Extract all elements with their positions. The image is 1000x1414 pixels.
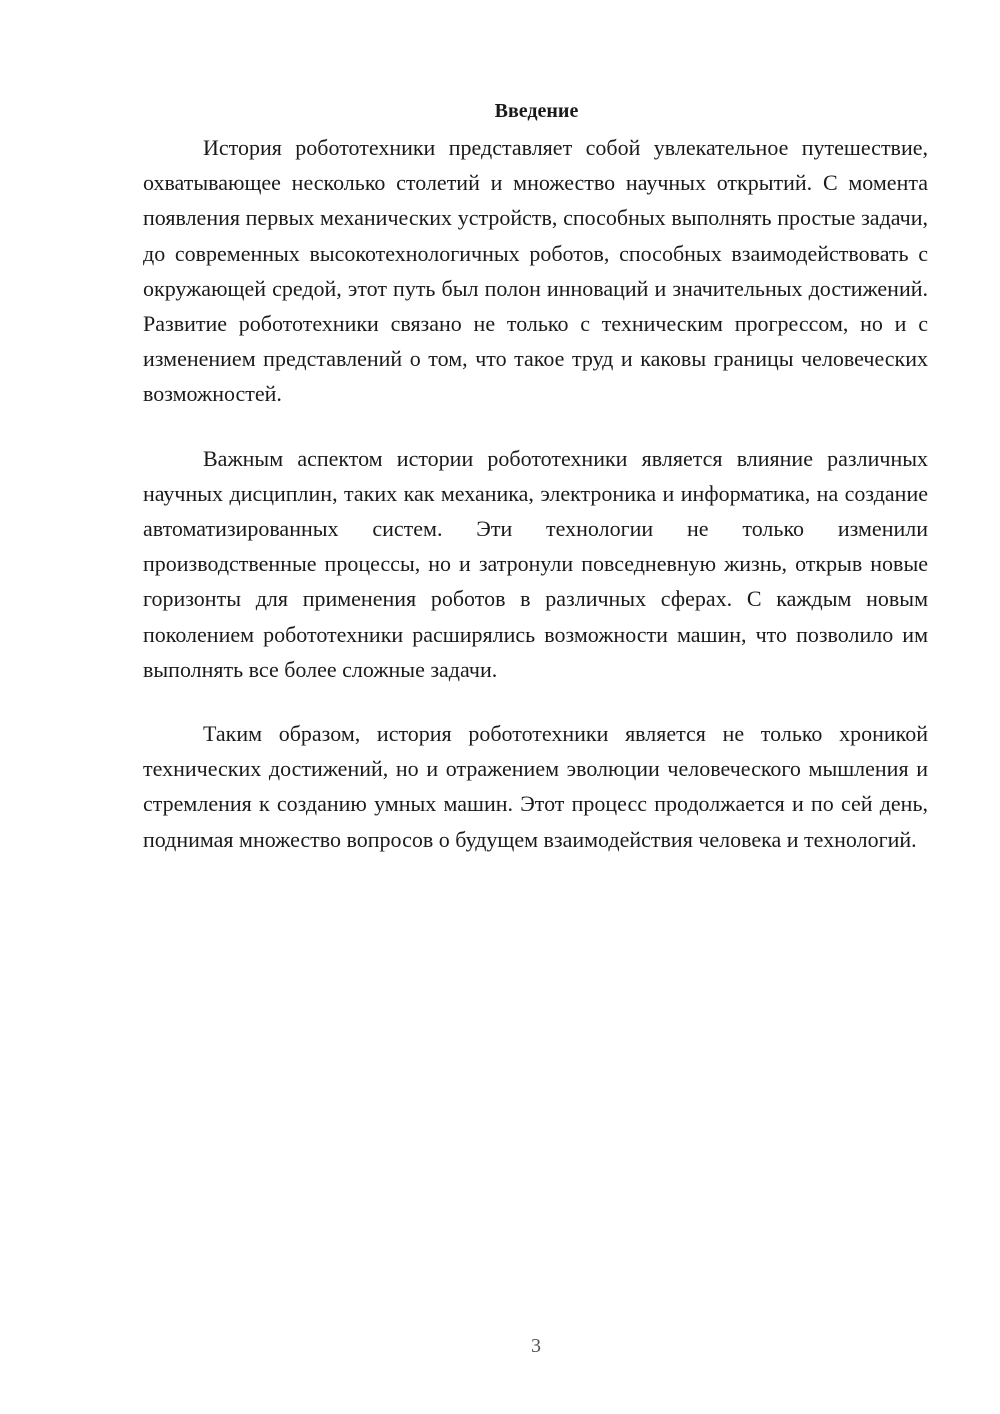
paragraph-2: Важным аспектом истории робототехники является влияние различных научных дисциплин, таких как механика, электроника и информатика, на создание автоматизированных систем. Эти технологии не только изменили производственные процессы, но и затронули повседневную жизнь, открыв новые горизонты для применения роботов в различных сферах. С каждым новым поколением робототехники расширялись возможности машин, что позволило им выполнять все более сложные задачи. — [143, 445, 928, 682]
section-title: Введение — [494, 100, 579, 122]
paragraph-3: Таким образом, история робототехники является не только хроникой технических достижений, но и отражением эволюции человеческого мышления и стремления к созданию умных машин. Этот процесс продолжается и по сей день, поднимая множество вопросов о будущем взаимодействия человека и технологий. — [143, 721, 928, 852]
page-content — [143, 96, 928, 886]
page-number: 3 — [531, 1335, 541, 1357]
paragraph-1: История робототехники представляет собой увлекательное путешествие, охватывающее несколько столетий и множество научных открытий. С момента появления первых механических устройств, способных выполнять простые задачи, до современных высокотехнологичных роботов, способных взаимодействовать с окружающей средой, этот путь был полон инноваций и значительных достижений. Развитие робототехники связано не только с техническим прогрессом, но и с изменением представлений о том, что такое труд и каковы границы человеческих возможностей. — [143, 135, 928, 407]
